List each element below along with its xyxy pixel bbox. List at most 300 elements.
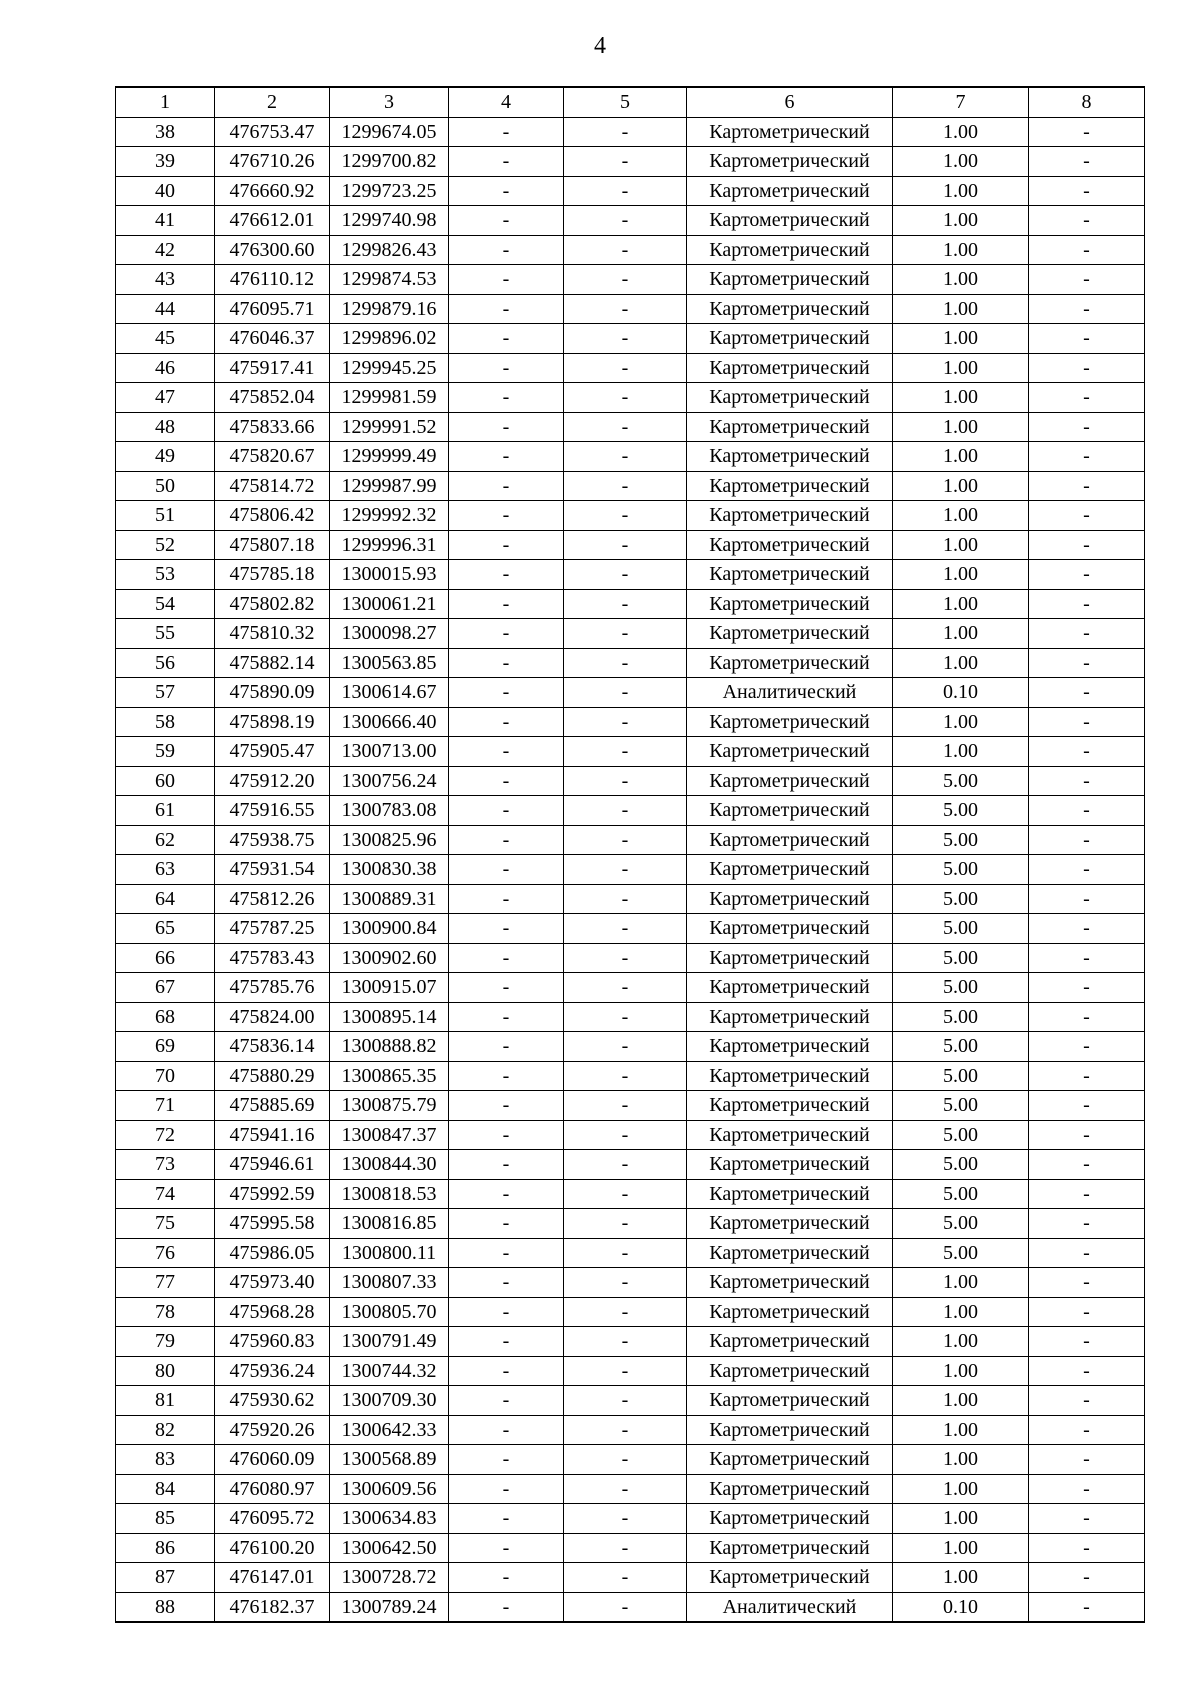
- x-coordinate-cell: 475917.41: [215, 353, 330, 383]
- method-cell: Картометрический: [687, 383, 893, 413]
- col5-cell: -: [564, 147, 687, 177]
- y-coordinate-cell: 1299992.32: [330, 501, 449, 531]
- y-coordinate-cell: 1300563.85: [330, 648, 449, 678]
- y-coordinate-cell: 1300098.27: [330, 619, 449, 649]
- col8-cell: -: [1029, 1061, 1145, 1091]
- point-number-cell: 52: [116, 530, 215, 560]
- table-row: [116, 294, 1145, 324]
- col4-cell: -: [449, 442, 564, 472]
- method-cell: Картометрический: [687, 1002, 893, 1032]
- table-row: [116, 117, 1145, 147]
- col5-cell: -: [564, 501, 687, 531]
- point-number-cell: 85: [116, 1504, 215, 1534]
- method-cell: Картометрический: [687, 648, 893, 678]
- point-number-cell: 51: [116, 501, 215, 531]
- x-coordinate-cell: 475787.25: [215, 914, 330, 944]
- y-coordinate-cell: 1300015.93: [330, 560, 449, 590]
- col4-cell: -: [449, 943, 564, 973]
- point-number-cell: 88: [116, 1592, 215, 1622]
- y-coordinate-cell: 1299700.82: [330, 147, 449, 177]
- col4-cell: -: [449, 1533, 564, 1563]
- method-cell: Картометрический: [687, 589, 893, 619]
- col4-cell: -: [449, 1563, 564, 1593]
- x-coordinate-cell: 475890.09: [215, 678, 330, 708]
- table-row: [116, 1592, 1145, 1622]
- table-row: [116, 1327, 1145, 1357]
- col5-cell: -: [564, 1327, 687, 1357]
- accuracy-cell: 1.00: [893, 1504, 1029, 1534]
- col4-cell: -: [449, 1238, 564, 1268]
- method-cell: Картометрический: [687, 324, 893, 354]
- col4-cell: -: [449, 324, 564, 354]
- y-coordinate-cell: 1300568.89: [330, 1445, 449, 1475]
- col5-cell: -: [564, 707, 687, 737]
- table-row: [116, 442, 1145, 472]
- x-coordinate-cell: 475941.16: [215, 1120, 330, 1150]
- col8-cell: -: [1029, 707, 1145, 737]
- col8-cell: -: [1029, 1268, 1145, 1298]
- x-coordinate-cell: 475986.05: [215, 1238, 330, 1268]
- col8-cell: -: [1029, 1415, 1145, 1445]
- accuracy-cell: 5.00: [893, 1120, 1029, 1150]
- table-row: [116, 796, 1145, 826]
- x-coordinate-cell: 475968.28: [215, 1297, 330, 1327]
- accuracy-cell: 5.00: [893, 1002, 1029, 1032]
- col5-cell: -: [564, 1002, 687, 1032]
- col8-cell: -: [1029, 855, 1145, 885]
- col4-cell: -: [449, 1150, 564, 1180]
- point-number-cell: 41: [116, 206, 215, 236]
- y-coordinate-cell: 1300818.53: [330, 1179, 449, 1209]
- method-cell: Картометрический: [687, 147, 893, 177]
- y-coordinate-cell: 1299987.99: [330, 471, 449, 501]
- x-coordinate-cell: 475946.61: [215, 1150, 330, 1180]
- col8-cell: -: [1029, 1297, 1145, 1327]
- method-cell: Картометрический: [687, 707, 893, 737]
- point-number-cell: 56: [116, 648, 215, 678]
- method-cell: Картометрический: [687, 442, 893, 472]
- point-number-cell: 78: [116, 1297, 215, 1327]
- accuracy-cell: 1.00: [893, 1445, 1029, 1475]
- col5-cell: -: [564, 678, 687, 708]
- col8-cell: -: [1029, 560, 1145, 590]
- y-coordinate-cell: 1300915.07: [330, 973, 449, 1003]
- accuracy-cell: 1.00: [893, 471, 1029, 501]
- accuracy-cell: 5.00: [893, 884, 1029, 914]
- table-row: [116, 648, 1145, 678]
- x-coordinate-cell: 475885.69: [215, 1091, 330, 1121]
- table-row: [116, 619, 1145, 649]
- y-coordinate-cell: 1299945.25: [330, 353, 449, 383]
- y-coordinate-cell: 1299826.43: [330, 235, 449, 265]
- table-row: [116, 530, 1145, 560]
- point-number-cell: 44: [116, 294, 215, 324]
- table-body: [116, 117, 1145, 1622]
- accuracy-cell: 1.00: [893, 324, 1029, 354]
- method-cell: Аналитический: [687, 678, 893, 708]
- col8-cell: -: [1029, 442, 1145, 472]
- y-coordinate-cell: 1300756.24: [330, 766, 449, 796]
- col4-cell: -: [449, 1002, 564, 1032]
- col5-cell: -: [564, 324, 687, 354]
- col4-cell: -: [449, 147, 564, 177]
- point-number-cell: 87: [116, 1563, 215, 1593]
- accuracy-cell: 1.00: [893, 1563, 1029, 1593]
- x-coordinate-cell: 475973.40: [215, 1268, 330, 1298]
- point-number-cell: 71: [116, 1091, 215, 1121]
- table-row: [116, 825, 1145, 855]
- x-coordinate-cell: 475880.29: [215, 1061, 330, 1091]
- accuracy-cell: 1.00: [893, 619, 1029, 649]
- method-cell: Картометрический: [687, 1179, 893, 1209]
- col5-cell: -: [564, 1386, 687, 1416]
- column-header: 6: [687, 87, 893, 117]
- table-row: [116, 1091, 1145, 1121]
- method-cell: Картометрический: [687, 1415, 893, 1445]
- x-coordinate-cell: 475812.26: [215, 884, 330, 914]
- y-coordinate-cell: 1299991.52: [330, 412, 449, 442]
- y-coordinate-cell: 1299723.25: [330, 176, 449, 206]
- point-number-cell: 49: [116, 442, 215, 472]
- table-row: [116, 855, 1145, 885]
- table-row: [116, 353, 1145, 383]
- y-coordinate-cell: 1300791.49: [330, 1327, 449, 1357]
- y-coordinate-cell: 1300895.14: [330, 1002, 449, 1032]
- method-cell: Картометрический: [687, 176, 893, 206]
- accuracy-cell: 5.00: [893, 1032, 1029, 1062]
- col5-cell: -: [564, 1032, 687, 1062]
- point-number-cell: 53: [116, 560, 215, 590]
- col5-cell: -: [564, 884, 687, 914]
- y-coordinate-cell: 1300709.30: [330, 1386, 449, 1416]
- method-cell: Картометрический: [687, 766, 893, 796]
- col4-cell: -: [449, 855, 564, 885]
- table-row: [116, 973, 1145, 1003]
- col8-cell: -: [1029, 1032, 1145, 1062]
- table-row: [116, 1209, 1145, 1239]
- col8-cell: -: [1029, 1504, 1145, 1534]
- accuracy-cell: 1.00: [893, 353, 1029, 383]
- point-number-cell: 65: [116, 914, 215, 944]
- accuracy-cell: 1.00: [893, 1297, 1029, 1327]
- x-coordinate-cell: 475882.14: [215, 648, 330, 678]
- col5-cell: -: [564, 471, 687, 501]
- col8-cell: -: [1029, 973, 1145, 1003]
- accuracy-cell: 5.00: [893, 943, 1029, 973]
- col8-cell: -: [1029, 589, 1145, 619]
- col5-cell: -: [564, 855, 687, 885]
- point-number-cell: 58: [116, 707, 215, 737]
- col4-cell: -: [449, 1592, 564, 1622]
- x-coordinate-cell: 476080.97: [215, 1474, 330, 1504]
- col8-cell: -: [1029, 235, 1145, 265]
- method-cell: Картометрический: [687, 973, 893, 1003]
- col4-cell: -: [449, 235, 564, 265]
- table-row: [116, 1297, 1145, 1327]
- table-row: [116, 1533, 1145, 1563]
- x-coordinate-cell: 475785.76: [215, 973, 330, 1003]
- col5-cell: -: [564, 1415, 687, 1445]
- x-coordinate-cell: 476182.37: [215, 1592, 330, 1622]
- y-coordinate-cell: 1300805.70: [330, 1297, 449, 1327]
- x-coordinate-cell: 475783.43: [215, 943, 330, 973]
- col4-cell: -: [449, 412, 564, 442]
- col4-cell: -: [449, 1209, 564, 1239]
- y-coordinate-cell: 1300666.40: [330, 707, 449, 737]
- col8-cell: -: [1029, 1120, 1145, 1150]
- coordinates-table: [115, 86, 1145, 1623]
- point-number-cell: 77: [116, 1268, 215, 1298]
- method-cell: Картометрический: [687, 1327, 893, 1357]
- point-number-cell: 80: [116, 1356, 215, 1386]
- col8-cell: -: [1029, 176, 1145, 206]
- y-coordinate-cell: 1300847.37: [330, 1120, 449, 1150]
- col5-cell: -: [564, 1120, 687, 1150]
- table-row: [116, 707, 1145, 737]
- col8-cell: -: [1029, 1238, 1145, 1268]
- col8-cell: -: [1029, 678, 1145, 708]
- col8-cell: -: [1029, 1209, 1145, 1239]
- accuracy-cell: 1.00: [893, 707, 1029, 737]
- col5-cell: -: [564, 294, 687, 324]
- y-coordinate-cell: 1299879.16: [330, 294, 449, 324]
- y-coordinate-cell: 1300844.30: [330, 1150, 449, 1180]
- col5-cell: -: [564, 796, 687, 826]
- point-number-cell: 74: [116, 1179, 215, 1209]
- point-number-cell: 42: [116, 235, 215, 265]
- point-number-cell: 59: [116, 737, 215, 767]
- method-cell: Картометрический: [687, 1474, 893, 1504]
- col4-cell: -: [449, 1179, 564, 1209]
- accuracy-cell: 1.00: [893, 501, 1029, 531]
- col5-cell: -: [564, 353, 687, 383]
- point-number-cell: 46: [116, 353, 215, 383]
- accuracy-cell: 0.10: [893, 678, 1029, 708]
- method-cell: Картометрический: [687, 1445, 893, 1475]
- x-coordinate-cell: 476060.09: [215, 1445, 330, 1475]
- table-row: [116, 1386, 1145, 1416]
- method-cell: Картометрический: [687, 560, 893, 590]
- col8-cell: -: [1029, 1356, 1145, 1386]
- table-row: [116, 560, 1145, 590]
- column-header: 3: [330, 87, 449, 117]
- table-row: [116, 176, 1145, 206]
- y-coordinate-cell: 1300816.85: [330, 1209, 449, 1239]
- col5-cell: -: [564, 1563, 687, 1593]
- col5-cell: -: [564, 1238, 687, 1268]
- x-coordinate-cell: 475930.62: [215, 1386, 330, 1416]
- point-number-cell: 72: [116, 1120, 215, 1150]
- x-coordinate-cell: 476612.01: [215, 206, 330, 236]
- accuracy-cell: 1.00: [893, 737, 1029, 767]
- column-header: 8: [1029, 87, 1145, 117]
- accuracy-cell: 1.00: [893, 235, 1029, 265]
- accuracy-cell: 5.00: [893, 796, 1029, 826]
- point-number-cell: 81: [116, 1386, 215, 1416]
- method-cell: Картометрический: [687, 1533, 893, 1563]
- method-cell: Картометрический: [687, 914, 893, 944]
- col5-cell: -: [564, 530, 687, 560]
- x-coordinate-cell: 475820.67: [215, 442, 330, 472]
- accuracy-cell: 5.00: [893, 973, 1029, 1003]
- column-header: 7: [893, 87, 1029, 117]
- col8-cell: -: [1029, 530, 1145, 560]
- table-row: [116, 412, 1145, 442]
- x-coordinate-cell: 475960.83: [215, 1327, 330, 1357]
- col5-cell: -: [564, 766, 687, 796]
- col8-cell: -: [1029, 412, 1145, 442]
- accuracy-cell: 1.00: [893, 1327, 1029, 1357]
- col4-cell: -: [449, 530, 564, 560]
- accuracy-cell: 5.00: [893, 914, 1029, 944]
- y-coordinate-cell: 1300865.35: [330, 1061, 449, 1091]
- col4-cell: -: [449, 206, 564, 236]
- y-coordinate-cell: 1300888.82: [330, 1032, 449, 1062]
- col8-cell: -: [1029, 1327, 1145, 1357]
- table-row: [116, 914, 1145, 944]
- accuracy-cell: 5.00: [893, 1238, 1029, 1268]
- col4-cell: -: [449, 176, 564, 206]
- method-cell: Картометрический: [687, 1563, 893, 1593]
- y-coordinate-cell: 1300830.38: [330, 855, 449, 885]
- col4-cell: -: [449, 353, 564, 383]
- table-row: [116, 265, 1145, 295]
- y-coordinate-cell: 1300783.08: [330, 796, 449, 826]
- y-coordinate-cell: 1300789.24: [330, 1592, 449, 1622]
- point-number-cell: 73: [116, 1150, 215, 1180]
- col5-cell: -: [564, 973, 687, 1003]
- col8-cell: -: [1029, 1592, 1145, 1622]
- col8-cell: -: [1029, 1091, 1145, 1121]
- col5-cell: -: [564, 1268, 687, 1298]
- table-header-row: [116, 87, 1145, 117]
- x-coordinate-cell: 475852.04: [215, 383, 330, 413]
- col8-cell: -: [1029, 884, 1145, 914]
- col8-cell: -: [1029, 353, 1145, 383]
- method-cell: Картометрический: [687, 235, 893, 265]
- table-row: [116, 1179, 1145, 1209]
- method-cell: Картометрический: [687, 1356, 893, 1386]
- col4-cell: -: [449, 589, 564, 619]
- table-row: [116, 766, 1145, 796]
- x-coordinate-cell: 476095.72: [215, 1504, 330, 1534]
- col5-cell: -: [564, 1592, 687, 1622]
- method-cell: Картометрический: [687, 1386, 893, 1416]
- col5-cell: -: [564, 619, 687, 649]
- point-number-cell: 39: [116, 147, 215, 177]
- method-cell: Картометрический: [687, 501, 893, 531]
- point-number-cell: 54: [116, 589, 215, 619]
- col5-cell: -: [564, 1179, 687, 1209]
- col8-cell: -: [1029, 294, 1145, 324]
- col8-cell: -: [1029, 648, 1145, 678]
- table-row: [116, 1032, 1145, 1062]
- col8-cell: -: [1029, 1563, 1145, 1593]
- col8-cell: -: [1029, 206, 1145, 236]
- col8-cell: -: [1029, 1150, 1145, 1180]
- col4-cell: -: [449, 1061, 564, 1091]
- col4-cell: -: [449, 648, 564, 678]
- col5-cell: -: [564, 117, 687, 147]
- y-coordinate-cell: 1299874.53: [330, 265, 449, 295]
- point-number-cell: 83: [116, 1445, 215, 1475]
- y-coordinate-cell: 1300634.83: [330, 1504, 449, 1534]
- x-coordinate-cell: 475931.54: [215, 855, 330, 885]
- col8-cell: -: [1029, 1474, 1145, 1504]
- table-row: [116, 1563, 1145, 1593]
- x-coordinate-cell: 475836.14: [215, 1032, 330, 1062]
- col5-cell: -: [564, 943, 687, 973]
- y-coordinate-cell: 1300642.33: [330, 1415, 449, 1445]
- x-coordinate-cell: 475916.55: [215, 796, 330, 826]
- method-cell: Картометрический: [687, 1297, 893, 1327]
- accuracy-cell: 5.00: [893, 1209, 1029, 1239]
- col8-cell: -: [1029, 117, 1145, 147]
- col4-cell: -: [449, 1297, 564, 1327]
- table-row: [116, 1415, 1145, 1445]
- accuracy-cell: 1.00: [893, 1415, 1029, 1445]
- table-row: [116, 471, 1145, 501]
- table-row: [116, 147, 1145, 177]
- table-row: [116, 589, 1145, 619]
- x-coordinate-cell: 476660.92: [215, 176, 330, 206]
- table-row: [116, 884, 1145, 914]
- point-number-cell: 45: [116, 324, 215, 354]
- point-number-cell: 50: [116, 471, 215, 501]
- col5-cell: -: [564, 206, 687, 236]
- x-coordinate-cell: 475824.00: [215, 1002, 330, 1032]
- table-row: [116, 1238, 1145, 1268]
- col5-cell: -: [564, 1504, 687, 1534]
- col4-cell: -: [449, 825, 564, 855]
- method-cell: Картометрический: [687, 530, 893, 560]
- col4-cell: -: [449, 678, 564, 708]
- method-cell: Картометрический: [687, 796, 893, 826]
- accuracy-cell: 1.00: [893, 1533, 1029, 1563]
- point-number-cell: 61: [116, 796, 215, 826]
- accuracy-cell: 1.00: [893, 206, 1029, 236]
- col8-cell: -: [1029, 1002, 1145, 1032]
- table-row: [116, 324, 1145, 354]
- x-coordinate-cell: 476046.37: [215, 324, 330, 354]
- col4-cell: -: [449, 1327, 564, 1357]
- col4-cell: -: [449, 383, 564, 413]
- accuracy-cell: 5.00: [893, 1150, 1029, 1180]
- table-row: [116, 501, 1145, 531]
- col8-cell: -: [1029, 825, 1145, 855]
- col5-cell: -: [564, 176, 687, 206]
- point-number-cell: 62: [116, 825, 215, 855]
- col4-cell: -: [449, 471, 564, 501]
- y-coordinate-cell: 1299999.49: [330, 442, 449, 472]
- col5-cell: -: [564, 825, 687, 855]
- accuracy-cell: 1.00: [893, 1386, 1029, 1416]
- col8-cell: -: [1029, 619, 1145, 649]
- col4-cell: -: [449, 501, 564, 531]
- col4-cell: -: [449, 737, 564, 767]
- method-cell: Картометрический: [687, 471, 893, 501]
- method-cell: Картометрический: [687, 825, 893, 855]
- accuracy-cell: 1.00: [893, 294, 1029, 324]
- point-number-cell: 67: [116, 973, 215, 1003]
- x-coordinate-cell: 475806.42: [215, 501, 330, 531]
- col8-cell: -: [1029, 766, 1145, 796]
- col8-cell: -: [1029, 943, 1145, 973]
- method-cell: Картометрический: [687, 412, 893, 442]
- y-coordinate-cell: 1300800.11: [330, 1238, 449, 1268]
- x-coordinate-cell: 476300.60: [215, 235, 330, 265]
- col8-cell: -: [1029, 147, 1145, 177]
